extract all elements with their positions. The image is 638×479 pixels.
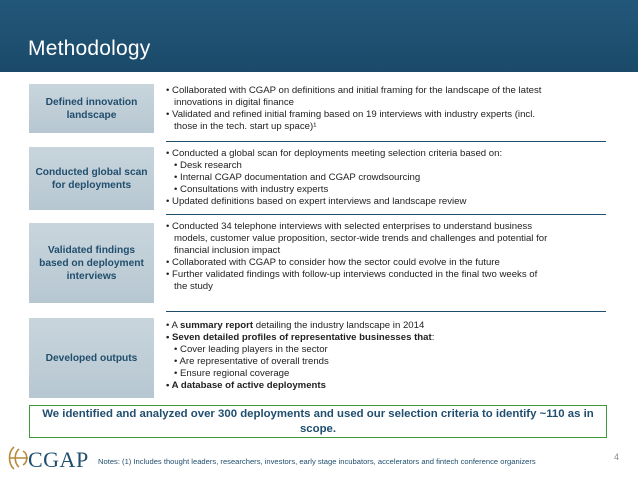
- row-divider: [166, 141, 606, 142]
- profiles-text: • Seven detailed profiles of representative businesses that: [166, 332, 432, 344]
- text-line: financial inclusion impact: [174, 245, 281, 257]
- row-label-validated-findings: Validated findings based on deployment interviews: [29, 223, 154, 303]
- summary-report-text: summary report: [180, 320, 254, 331]
- text-fragment: :: [431, 332, 435, 344]
- row-text-defined-landscape: [166, 85, 596, 133]
- text-line: [166, 320, 596, 332]
- text-line: • Conducted 34 telephone interviews with selected enterprises to understand business: [166, 221, 533, 232]
- text-subline: • Internal CGAP documentation and CGAP crowdsourcing: [174, 172, 421, 184]
- text-line: • Updated definitions based on expert interviews and landscape review: [166, 196, 467, 208]
- text-subline: • Desk research: [174, 160, 242, 172]
- footnote: Notes: (1) Includes thought leaders, researchers, investors, early stage incubators, accelerators and fintech conference organizers: [98, 457, 536, 466]
- row-text-validated-findings: [166, 221, 596, 294]
- text-line: • Conducted a global scan for deployments meeting selection criteria based on:: [166, 148, 503, 159]
- text-fragment: detailing the industry landscape in 2014: [253, 320, 425, 331]
- text-fragment: • A: [166, 320, 181, 331]
- text-subline: • Consultations with industry experts: [174, 184, 329, 196]
- text-line: those in the tech. start up space)¹: [174, 121, 317, 133]
- text-subline: • Are representative of overall trends: [174, 356, 329, 368]
- row-label-global-scan: Conducted global scan for deployments: [29, 147, 154, 210]
- text-subline: • Ensure regional coverage: [174, 368, 290, 380]
- row-text-global-scan: [166, 148, 596, 208]
- text-line: • Validated and refined initial framing based on 19 interviews with industry experts (incl.: [166, 109, 535, 121]
- page-title: Methodology: [28, 37, 151, 60]
- text-line: • Collaborated with CGAP on definitions and initial framing for the landscape of the latest: [166, 85, 542, 96]
- row-label-defined-landscape: Defined innovation landscape: [29, 84, 154, 133]
- summary-callout: We identified and analyzed over 300 deployments and used our selection criteria to identify ~110 as in scope.: [29, 405, 607, 438]
- text-subline: • Cover leading players in the sector: [174, 344, 328, 356]
- row-label-developed-outputs: Developed outputs: [29, 318, 154, 398]
- text-line: [166, 332, 596, 344]
- text-line: • Further validated findings with follow-up interviews conducted in the final two weeks of: [166, 269, 538, 281]
- text-line: models, customer value proposition, sector-wide trends and challenges and potential for: [174, 233, 548, 245]
- row-divider: [166, 311, 606, 312]
- logo-text: CGAP: [28, 447, 89, 472]
- row-text-developed-outputs: [166, 320, 596, 393]
- text-line: the study: [174, 281, 213, 293]
- text-line: • Collaborated with CGAP to consider how the sector could evolve in the future: [166, 257, 500, 269]
- title-bar: [0, 0, 638, 72]
- row-divider: [166, 214, 606, 215]
- text-line: innovations in digital finance: [174, 97, 295, 109]
- page-number: 4: [614, 452, 620, 462]
- text-line: [166, 380, 596, 392]
- database-text: • A database of active deployments: [166, 380, 326, 392]
